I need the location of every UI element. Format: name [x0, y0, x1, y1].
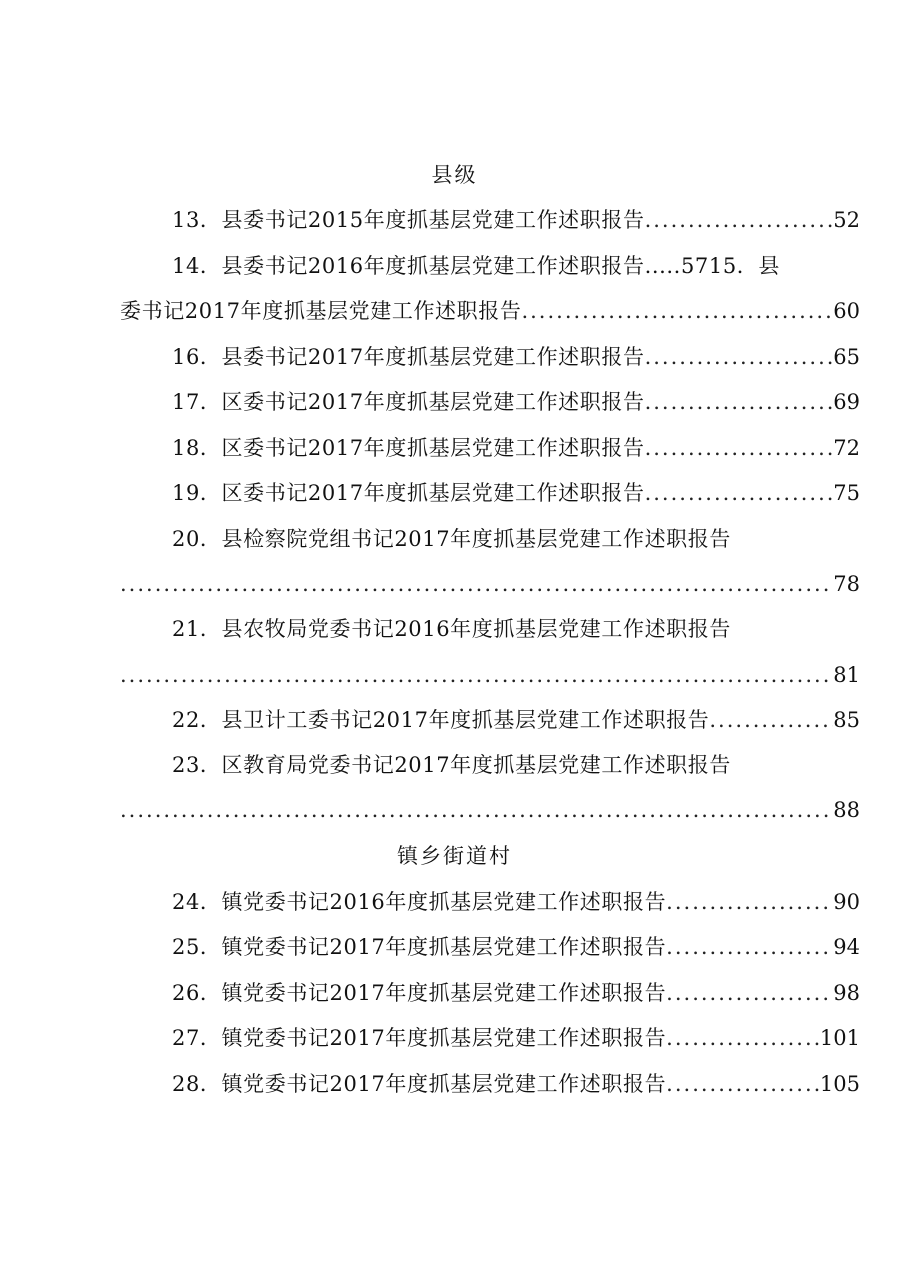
toc-entry-title: 13．县委书记2015年度抓基层党建工作述职报告	[172, 208, 645, 232]
toc-leader-dots	[666, 1023, 820, 1053]
toc-entry-title: 16．县委书记2017年度抓基层党建工作述职报告	[172, 345, 645, 369]
toc-entry-title: 27．镇党委书记2017年度抓基层党建工作述职报告	[172, 1026, 667, 1050]
toc-entry-title: 18．区委书记2017年度抓基层党建工作述职报告	[172, 436, 645, 460]
toc-entry-page: 65	[833, 345, 860, 369]
toc-entry-page: 75	[833, 481, 860, 505]
toc-entry-title: 28．镇党委书记2017年度抓基层党建工作述职报告	[172, 1072, 667, 1096]
toc-entry-title: 24．镇党委书记2016年度抓基层党建工作述职报告	[172, 890, 667, 914]
toc-entry-page: 69	[833, 390, 860, 414]
toc-leader-dots	[645, 205, 834, 235]
toc-entry[interactable]	[120, 1023, 860, 1053]
toc-entry[interactable]	[120, 932, 860, 962]
toc-entry-continuation[interactable]	[120, 660, 860, 690]
toc-entry-continuation[interactable]	[120, 795, 860, 825]
toc-leader-dots	[666, 1069, 820, 1099]
toc-leader-dots	[645, 387, 834, 417]
toc-leader-dots	[645, 342, 834, 372]
toc-leader-dots	[521, 296, 833, 326]
toc-entry-continuation[interactable]	[120, 569, 860, 599]
toc-entry-page: 85	[833, 708, 860, 732]
toc-leader-dots	[645, 478, 834, 508]
toc-entry-page: 88	[833, 798, 860, 822]
toc-entry[interactable]	[120, 296, 860, 326]
toc-entry-page: 101	[819, 1026, 860, 1050]
toc-leader-dots	[709, 705, 833, 735]
toc-entry-page: 72	[833, 436, 860, 460]
toc-leader-dots	[666, 887, 833, 917]
toc-entry-title: 委书记2017年度抓基层党建工作述职报告	[120, 299, 522, 323]
toc-entry-title[interactable]: 21．县农牧局党委书记2016年度抓基层党建工作述职报告	[172, 617, 731, 641]
toc-entry-title: 25．镇党委书记2017年度抓基层党建工作述职报告	[172, 935, 667, 959]
section-heading-town: 镇乡街道村	[397, 844, 512, 868]
toc-leader-dots	[666, 932, 833, 962]
toc-entry-title: 14．县委书记2016年度抓基层党建工作述职报告.....5715．县	[172, 254, 780, 278]
toc-leader-dots	[666, 978, 833, 1008]
toc-entry[interactable]	[120, 705, 860, 735]
toc-entry-title: 26．镇党委书记2017年度抓基层党建工作述职报告	[172, 981, 667, 1005]
toc-entry-title[interactable]: 23．区教育局党委书记2017年度抓基层党建工作述职报告	[172, 753, 731, 777]
toc-entry[interactable]	[120, 251, 860, 281]
toc-entry[interactable]	[120, 978, 860, 1008]
toc-entry[interactable]	[120, 387, 860, 417]
toc-entry[interactable]	[120, 342, 860, 372]
toc-entry[interactable]	[120, 887, 860, 917]
toc-entry-page: 94	[833, 935, 860, 959]
toc-entry-title: 22．县卫计工委书记2017年度抓基层党建工作述职报告	[172, 708, 710, 732]
toc-entry-page: 81	[833, 663, 860, 687]
toc-entry-page: 78	[833, 572, 860, 596]
toc-entry-title: 17．区委书记2017年度抓基层党建工作述职报告	[172, 390, 645, 414]
toc-entry-page: 60	[833, 299, 860, 323]
toc-entry-page: 105	[819, 1072, 860, 1096]
toc-leader-dots	[645, 433, 834, 463]
toc-leader-dots	[120, 569, 833, 599]
toc-entry[interactable]	[120, 1069, 860, 1099]
toc-entry[interactable]	[120, 478, 860, 508]
toc-entry-title: 19．区委书记2017年度抓基层党建工作述职报告	[172, 481, 645, 505]
toc-entry[interactable]	[120, 433, 860, 463]
toc-entry-page: 90	[833, 890, 860, 914]
toc-entry-page: 52	[833, 208, 860, 232]
toc-leader-dots	[120, 660, 833, 690]
toc-entry-title[interactable]: 20．县检察院党组书记2017年度抓基层党建工作述职报告	[172, 527, 731, 551]
toc-entry[interactable]	[120, 205, 860, 235]
toc-leader-dots	[120, 795, 833, 825]
section-heading-county: 县级	[431, 163, 478, 187]
toc-entry-page: 98	[833, 981, 860, 1005]
